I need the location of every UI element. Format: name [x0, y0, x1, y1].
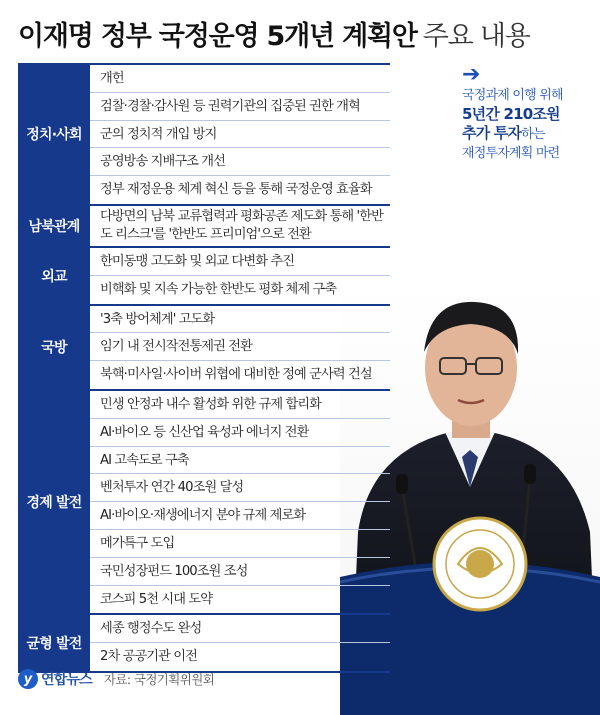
policy-item: 벤처투자 연간 40조원 달성 [90, 474, 390, 502]
policy-item: 한미동맹 고도화 및 외교 다변화 추진 [90, 248, 390, 276]
policy-table [18, 63, 390, 673]
category-label: 외교 [18, 248, 90, 304]
policy-item: 임기 내 전시작전통제권 전환 [90, 333, 390, 361]
category-label: 정치·사회 [18, 65, 90, 204]
callout-line-4: 재정투자계획 마련 [462, 146, 560, 161]
policy-item: 개헌 [90, 65, 390, 93]
investment-callout [462, 64, 592, 163]
arrow-right-icon: ➔ [462, 62, 481, 87]
group-politics-society [18, 63, 390, 204]
group-defense [18, 304, 390, 389]
policy-item: 다방면의 남북 교류협력과 평화공존 제도화 통해 '한반도 리스크'를 '한반도 프리미엄'으로 전환 [100, 208, 383, 242]
group-inter-korean [18, 204, 390, 246]
category-label: 경제 발전 [18, 391, 90, 613]
policy-item: 북핵·미사일·사이버 위협에 대비한 정예 군사력 건설 [100, 367, 372, 383]
category-label: 국방 [18, 306, 90, 389]
policy-item: 세종 행정수도 완성 [90, 615, 390, 643]
title-sub: 주요 내용 [422, 21, 530, 52]
policy-item: AI 고속도로 구축 [90, 447, 390, 475]
group-balanced-development [18, 613, 390, 673]
callout-line-3-bold: 추가 투자 [462, 124, 522, 142]
page-title [18, 14, 530, 54]
group-economic-development [18, 389, 390, 613]
policy-item: AI·바이오·재생에너지 분야 규제 제로화 [90, 502, 390, 530]
footer [18, 667, 214, 691]
yonhap-logo-icon: y [18, 669, 38, 689]
title-main: 이재명 정부 국정운영 5개년 계획안 [18, 21, 417, 52]
callout-line-3-rest: 하는 [521, 127, 545, 142]
callout-line-2: 5년간 210조원 [462, 105, 560, 123]
policy-item: 군의 정치적 개입 방지 [90, 121, 390, 149]
category-label: 남북관계 [18, 206, 90, 246]
policy-item: 2차 공공기관 이전 [100, 649, 197, 665]
policy-item: 코스피 5천 시대 도약 [100, 591, 213, 607]
source-credit: 자료: 국정기획위원회 [103, 672, 215, 687]
policy-item: 비핵화 및 지속 가능한 한반도 평화 체제 구축 [100, 281, 337, 297]
yonhap-logo-text: 연합뉴스 [41, 672, 92, 688]
callout-line-3 [462, 124, 592, 144]
policy-item: 공영방송 지배구조 개선 [90, 148, 390, 176]
callout-line-1: 국정과제 이행 위해 [462, 88, 563, 103]
policy-item: 민생 안정과 내수 활성화 위한 규제 합리화 [90, 391, 390, 419]
policy-item: AI·바이오 등 신산업 육성과 에너지 전환 [90, 419, 390, 447]
category-label: 균형 발전 [18, 615, 90, 671]
policy-item: '3축 방어체계' 고도화 [90, 306, 390, 334]
policy-item: 국민성장펀드 100조원 조성 [90, 558, 390, 586]
group-diplomacy [18, 246, 390, 304]
policy-item: 메가특구 도입 [90, 530, 390, 558]
policy-item: 검찰·경찰·감사원 등 권력기관의 집중된 권한 개혁 [90, 93, 390, 121]
policy-item: 정부 재정운용 체계 혁신 등을 통해 국정운영 효율화 [100, 182, 372, 198]
